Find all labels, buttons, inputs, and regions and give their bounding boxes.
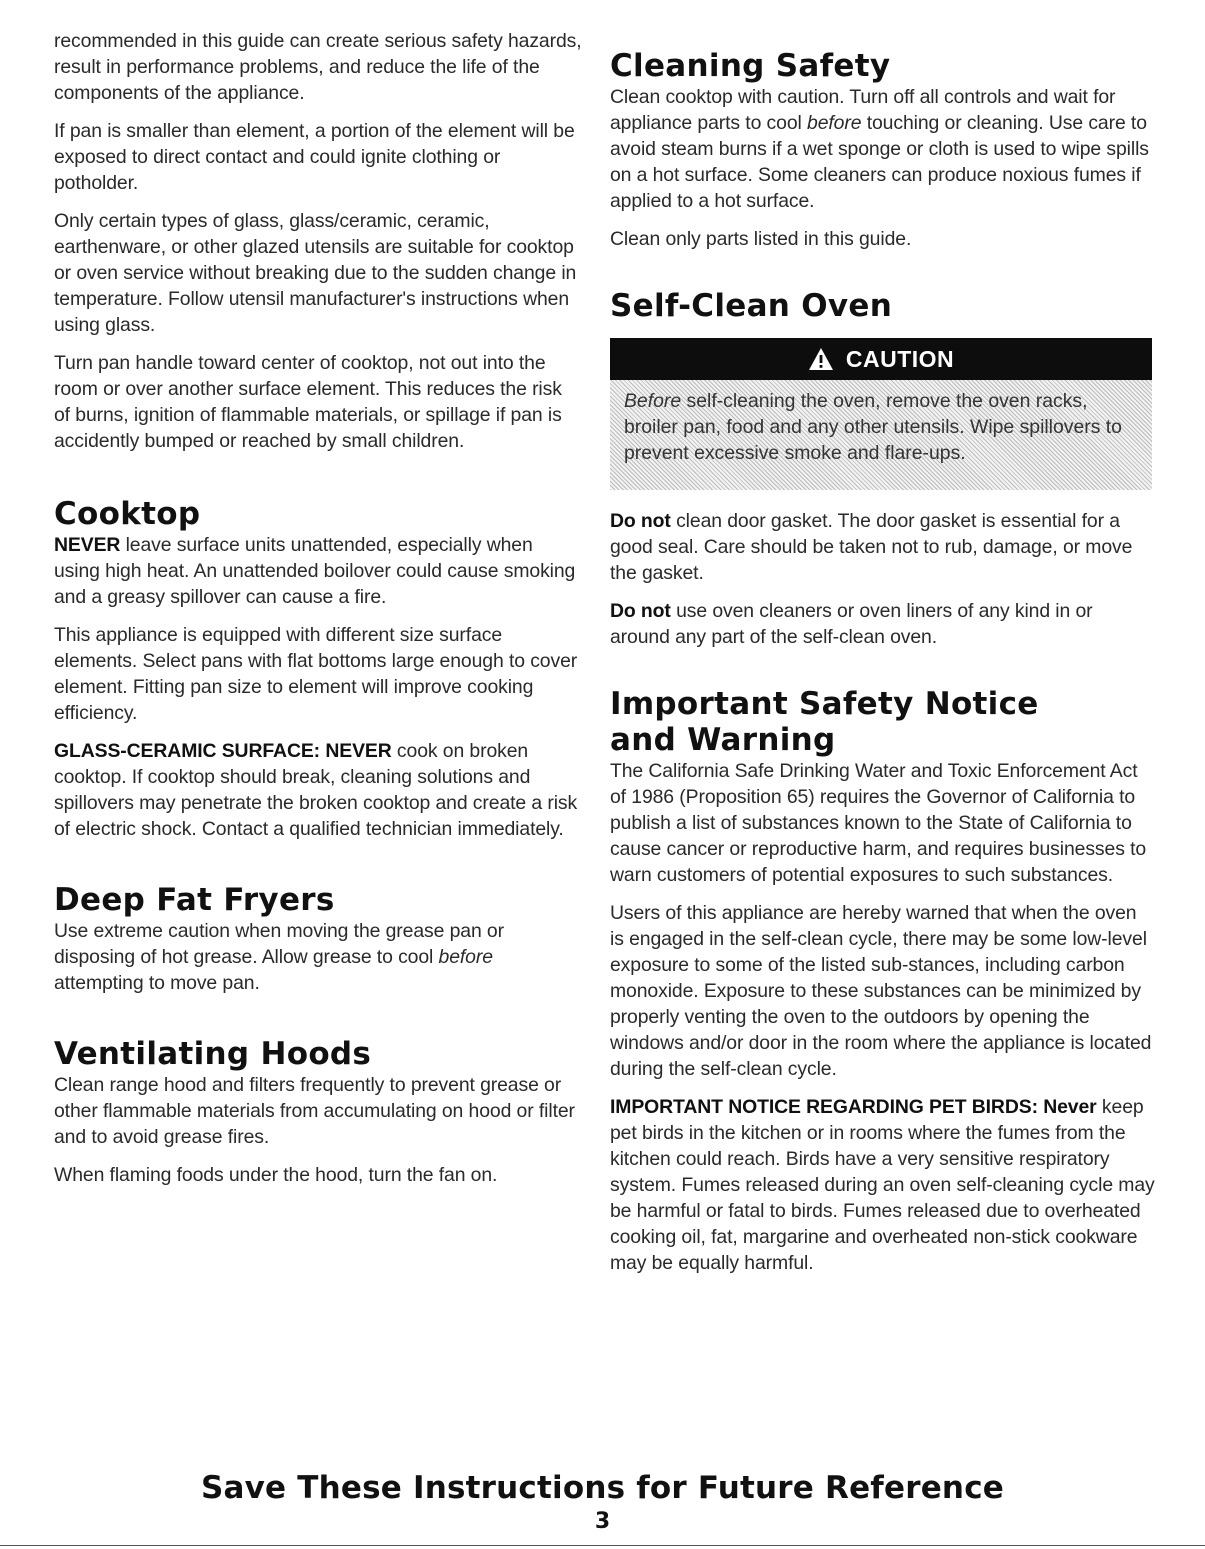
cleaning-safety-heading: Cleaning Safety	[610, 48, 891, 84]
notice-paragraph: Users of this appliance are hereby warned that when the oven is engaged in the self-clean cycle, there may be some low-level exposure to some of the listed sub-stances, including carbon monoxide. Exposure to these substances can be minimized by properly venting the oven to the outdoors by opening the windows and/or door in the room where the appliance is located during the self-clean cycle.	[610, 902, 1152, 1080]
intro-paragraph: If pan is smaller than element, a portion of the element will be exposed to direct contact and could ignite clothing or potholder.	[54, 120, 575, 194]
notice-paragraph: The California Safe Drinking Water and Toxic Enforcement Act of 1986 (Proposition 65) requires the Governor of California to publish a list of substances known to the State of California to cause cancer or reproductive harm, and requires businesses to warn customers of potential exposures to such substances.	[610, 760, 1147, 886]
cooktop-heading: Cooktop	[54, 496, 201, 532]
cleaning-paragraph: Clean cooktop with caution. Turn off all controls and wait for appliance parts to cool before touching or cleaning. Use care to avoid steam burns if a wet sponge or cloth is used to wipe spills on a hot surface. Some cleaners can produce noxious fumes if applied to a hot surface.	[610, 86, 1149, 212]
caution-text: Before self-cleaning the oven, remove the oven racks, broiler pan, food and any other utensils. Wipe spillovers to prevent excessive smoke and flare-ups.	[624, 390, 1122, 464]
hoods-paragraph: When flaming foods under the hood, turn the fan on.	[54, 1164, 498, 1186]
emphasis-text: Do not	[610, 510, 671, 532]
cooktop-paragraph: GLASS-CERAMIC SURFACE: NEVER cook on broken cooktop. If cooktop should break, cleaning solutions and spillovers may penetrate the broken cooktop and create a risk of electric shock. Contact a qualified technician immediately.	[54, 740, 578, 840]
cooktop-paragraph: This appliance is equipped with different size surface elements. Select pans with flat bottoms large enough to cover element. Fitting pan size to element will improve cooking efficiency.	[54, 624, 578, 724]
fryers-paragraph: Use extreme caution when moving the grease pan or disposing of hot grease. Allow grease to cool before attempting to move pan.	[54, 920, 504, 994]
caution-box	[610, 338, 1152, 490]
ventilating-hoods-heading: Ventilating Hoods	[54, 1036, 372, 1072]
notice-paragraph: IMPORTANT NOTICE REGARDING PET BIRDS: Never keep pet birds in the kitchen or in rooms where the fumes from the kitchen could reach. Birds have a very sensitive respiratory system. Fumes released during an oven self-cleaning cycle may be harmful or fatal to birds. Fumes released due to overheated cooking oil, fat, margarine and overheated non-stick cookware may be equally harmful.	[610, 1096, 1155, 1274]
emphasis-text: GLASS-CERAMIC SURFACE: NEVER	[54, 740, 392, 762]
bottom-rule	[0, 1545, 1205, 1546]
emphasis-text: Do not	[610, 600, 671, 622]
hoods-paragraph: Clean range hood and filters frequently to prevent grease or other flammable materials from accumulating on hood or filter and to avoid grease fires.	[54, 1074, 575, 1148]
caution-label: CAUTION	[845, 345, 955, 372]
self-clean-paragraph: Do not use oven cleaners or oven liners of any kind in or around any part of the self-clean oven.	[610, 600, 1093, 648]
cooktop-paragraph: NEVER leave surface units unattended, especially when using high heat. An unattended boilover could cause smoking and a greasy spillover can cause a fire.	[54, 534, 576, 608]
page-number: 3	[594, 1509, 611, 1534]
footer-title: Save These Instructions for Future Reference	[201, 1470, 1004, 1506]
intro-paragraph: Turn pan handle toward center of cooktop, not out into the room or over another surface element. This reduces the risk of burns, ignition of flammable materials, or spillage if pan is accidently bumped or reached by small children.	[54, 352, 562, 452]
right-column	[610, 28, 1155, 1288]
emphasis-text: NEVER	[54, 534, 121, 556]
self-clean-paragraph: Do not clean door gasket. The door gasket is essential for a good seal. Care should be taken not to rub, damage, or move the gasket.	[610, 510, 1133, 584]
warning-triangle-icon	[808, 347, 834, 371]
emphasis-text: IMPORTANT NOTICE REGARDING PET BIRDS: Never	[610, 1096, 1097, 1118]
deep-fat-fryers-heading: Deep Fat Fryers	[54, 882, 335, 918]
caution-bar	[610, 338, 1152, 380]
intro-paragraph: recommended in this guide can create serious safety hazards, result in performance problems, and reduce the life of the components of the appliance.	[54, 30, 582, 104]
left-column	[54, 28, 582, 1200]
intro-paragraph: Only certain types of glass, glass/ceramic, ceramic, earthenware, or other glazed utensils are suitable for cooktop or oven service without breaking due to the sudden change in temperature. Follow utensil manufacturer's instructions when using glass.	[54, 210, 577, 336]
cleaning-paragraph: Clean only parts listed in this guide.	[610, 228, 912, 250]
safety-notice-heading: Important Safety Notice and Warning	[610, 686, 1039, 758]
self-clean-oven-heading: Self-Clean Oven	[610, 288, 893, 324]
